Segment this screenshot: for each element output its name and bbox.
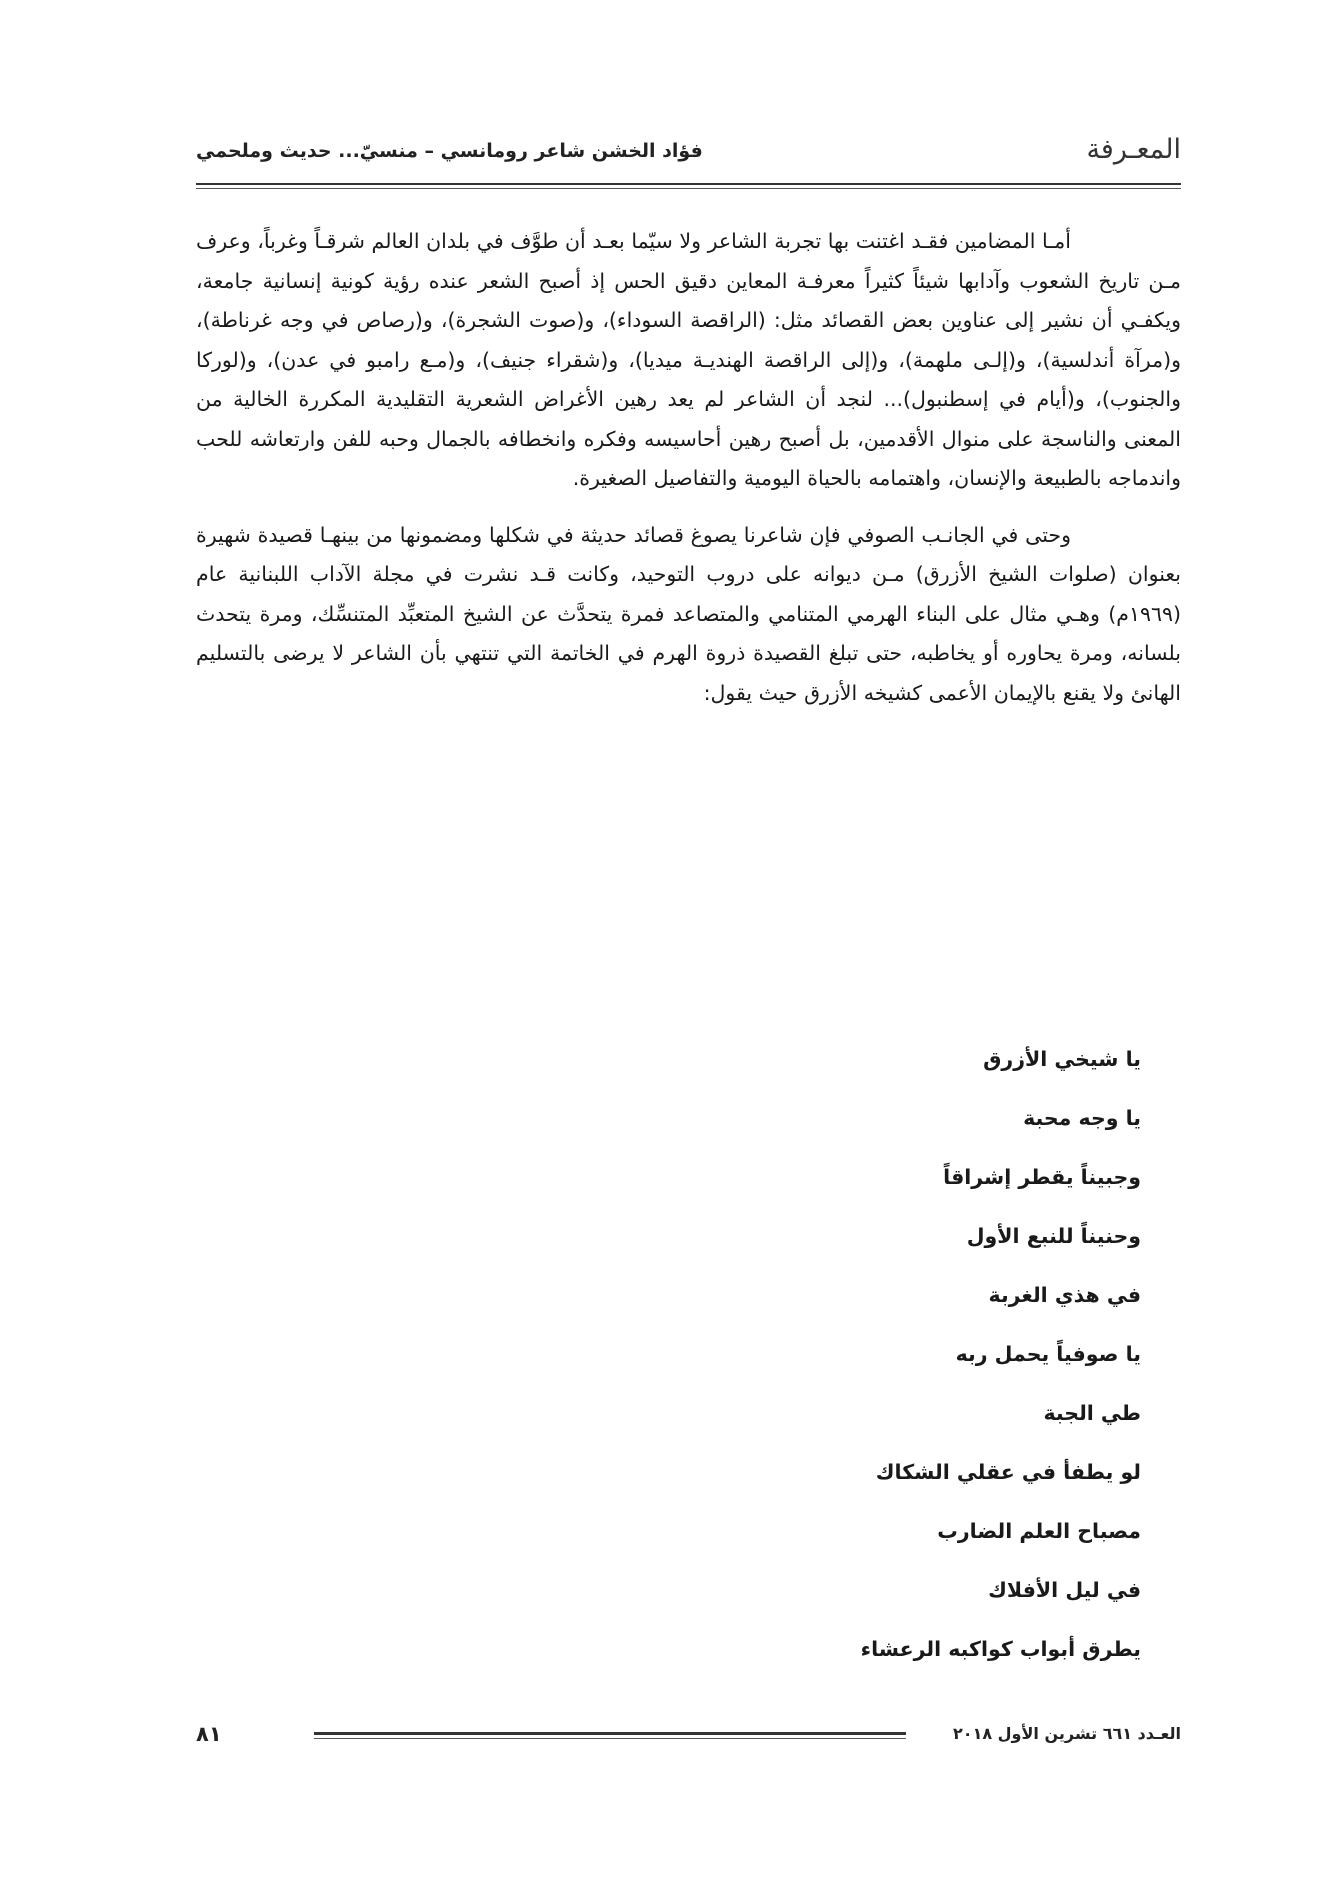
poem-line: وجبيناً يقطر إشراقاً <box>943 1165 1141 1189</box>
article-body <box>196 222 1181 730</box>
poem-line: يا شيخي الأزرق <box>983 1047 1141 1071</box>
issue-info: العـدد ٦٦١ تشرين الأول ٢٠١٨ <box>953 1724 1181 1743</box>
running-title: فؤاد الخشن شاعر رومانسي – منسيّ... حديث وملحمي <box>196 140 703 162</box>
header-divider <box>196 183 1181 185</box>
poem-line: وحنيناً للنبع الأول <box>966 1224 1141 1248</box>
poem-line: طي الجبة <box>1043 1401 1141 1425</box>
poem-line: يطرق أبواب كواكبه الرعشاء <box>860 1637 1141 1661</box>
poem-line: يا صوفياً يحمل ربه <box>955 1342 1141 1366</box>
paragraph: وحتى في الجانـب الصوفي فإن شاعرنا يصوغ قصائد حديثة في شكلها ومضمونها من بينهـا قصيدة شهيرة بعنوان (صلوات الشيخ الأزرق) مـن ديوانه على دروب التوحيد، وكانت قـد نشرت في مجلة الآداب اللبنانية عام (١٩٦٩م) وهـي مثال على البناء الهرمي المتنامي والمتصاعد فمرة يتحدَّث عن الشيخ المتعبِّد المتنسِّك، ومرة يتحدث بلسانه، ومرة يحاوره أو يخاطبه، حتى تبلغ القصيدة ذروة الهرم في الخاتمة التي تنتهي بأن الشاعر لا يرضى بالتسليم الهانئ ولا يقنع بالإيمان الأعمى كشيخه الأزرق حيث يقول: <box>196 522 1181 705</box>
poem-line: لو يطفأ في عقلي الشكاك <box>875 1460 1141 1484</box>
page-footer <box>196 1718 1181 1754</box>
page-number: ٨١ <box>196 1722 222 1746</box>
footer-divider-thin <box>314 1738 906 1739</box>
poem-line: يا وجه محبة <box>1023 1106 1141 1130</box>
poem-excerpt <box>541 1030 1141 1679</box>
journal-logo: المعـرفة <box>1086 134 1181 165</box>
paragraph: أمـا المضامين فقـد اغتنت بها تجربة الشاعر ولا سيّما بعـد أن طوَّف في بلدان العالم شرقـاً وغرباً، وعرف مـن تاريخ الشعوب وآدابها شيئاً كثيراً معرفـة المعاين دقيق الحس إذ أصبح الشعر عنده رؤية كونية إنسانية جامعة، ويكفـي أن نشير إلى عناوين بعض القصائد مثل: (الراقصة السوداء)، و(صوت الشجرة)، و(رصاص في وجه غرناطة)، و(مرآة أندلسية)، و(إلـى ملهمة)، و(إلى الراقصة الهنديـة ميديا)، و(شقراء جنيف)، و(مـع رامبو في عدن)، و(لوركا والجنوب)، و(أيام في إسطنبول)... لنجد أن الشاعر لم يعد رهين الأغراض الشعرية التقليدية المكررة الخالية من المعنى والناسجة على منوال الأقدمين، بل أصبح رهين أحاسيسه وفكره وانخطافه بالجمال وحبه للفن وارتعاشه للحب واندماجه بالطبيعة والإنسان، واهتمامه بالحياة اليومية والتفاصيل الصغيرة. <box>196 229 1181 490</box>
poem-line: في ليل الأفلاك <box>988 1578 1141 1602</box>
footer-divider <box>314 1732 906 1735</box>
header-divider-thin <box>196 188 1181 189</box>
poem-line: في هذي الغربة <box>988 1283 1141 1307</box>
page-header <box>196 128 1181 176</box>
poem-line: مصباح العلم الضارب <box>937 1519 1141 1543</box>
